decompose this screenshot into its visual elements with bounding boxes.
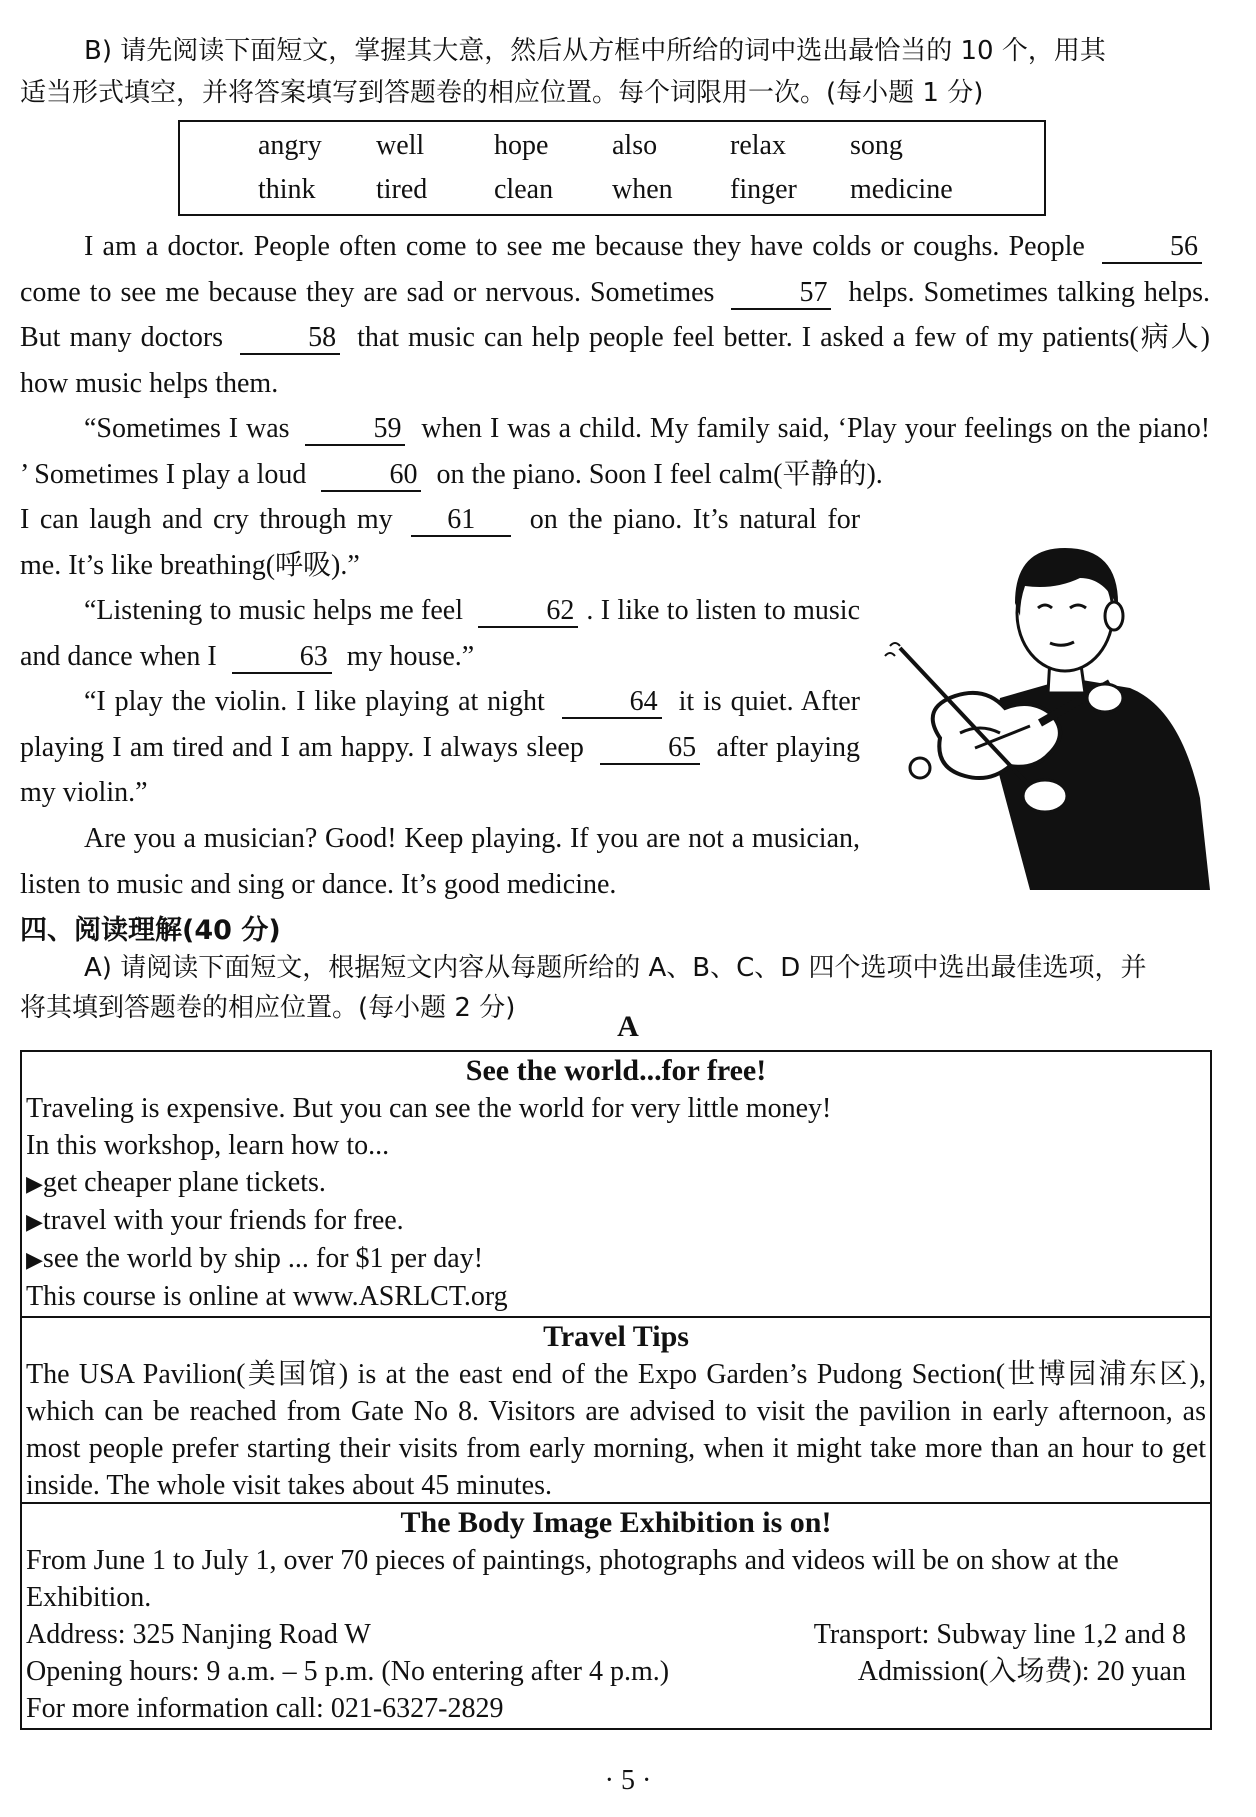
page-number: · 5 · [604,1765,652,1796]
word-7: think [258,174,316,205]
ad-travel-tips [20,1316,1212,1504]
blank-57[interactable]: 57 [731,278,831,310]
ad3-line-1: From June 1 to July 1, over 70 pieces of paintings, photographs and videos will be on show at the Exhibition. [26,1545,1119,1613]
word-1: angry [258,130,322,161]
arrow-icon: ▶ [26,1171,43,1196]
arrow-icon: ▶ [26,1247,43,1272]
section-heading: 四、阅读理解(40 分) [20,915,281,946]
ad1-bullet-2: ▶travel with your friends for free. [26,1205,404,1236]
ad3-transport: Transport: Subway line 1,2 and 8 [813,1619,1186,1650]
ad1-title: See the world...for free! [465,1054,767,1087]
ad-see-the-world [20,1050,1212,1318]
passage-paragraph-1: I am a doctor. People often come to see me because they have colds or coughs. People 56 come to see me because they are sad or nervous. Sometimes 57 helps. Sometimes talking helps. But many doctors 58 that music can help people feel better. I asked a few of my patients(病人) how music helps them. [20,231,1211,399]
ad1-bullet-3: ▶see the world by ship ... for $1 per day! [26,1243,484,1274]
ad1-line-1: Traveling is expensive. But you can see the world for very little money! [26,1093,832,1124]
ad3-hours: Opening hours: 9 a.m. – 5 p.m. (No entering after 4 p.m.) [26,1656,670,1687]
violinist-illustration [880,508,1210,890]
blank-58[interactable]: 58 [240,323,340,355]
ad3-title: The Body Image Exhibition is on! [400,1506,832,1539]
instruction-line-1: B) 请先阅读下面短文，掌握其大意，然后从方框中所给的词中选出最恰当的 10 个，用其 [84,36,1106,66]
section-instruction: A) 请阅读下面短文，根据短文内容从每题所给的 A、B、C、D 四个选项中选出最佳选项，并 将其填到答题卷的相应位置。(每小题 2 分) [20,953,1147,1023]
ad3-admission: Admission(入场费): 20 yuan [857,1656,1186,1687]
passage-paragraph-2: “Sometimes I was 59 when I was a child. My family said, ‘Play your feelings on the piano! ’ Sometimes I play a loud 60 on the piano. Soon I feel calm(平静的). [20,413,1211,490]
word-11: finger [730,174,797,205]
word-6: song [850,130,903,161]
blank-60[interactable]: 60 [321,460,421,492]
passage-paragraph-5: “I play the violin. I like playing at night 64 it is quiet. After playing I am tired and I am happy. I always sleep 65 after playing my violin.” [20,686,861,808]
word-10: when [612,174,673,205]
arrow-icon: ▶ [26,1209,43,1234]
blank-61[interactable]: 61 [411,505,511,537]
partb-instruction [20,30,1210,114]
ad3-address-row [26,1616,1206,1653]
blank-63[interactable]: 63 [232,642,332,674]
blank-56[interactable]: 56 [1102,232,1202,264]
blank-65[interactable]: 65 [600,733,700,765]
word-5: relax [730,130,786,161]
ad3-address: Address: 325 Nanjing Road W [26,1619,371,1650]
ad1-line-2: In this workshop, learn how to... [26,1130,390,1161]
ad2-body: The USA Pavilion(美国馆) is at the east end of the Expo Garden’s Pudong Section(世博园浦东区), which can be reached from Gate No 8. Visitors are advised to visit the pavilion in early afternoon, as most people prefer starting their visits from early morning, when it might take more than an hour to get inside. The whole visit takes about 45 minutes. [26,1359,1206,1501]
word-4: also [612,130,658,161]
ad2-title: Travel Tips [543,1320,689,1353]
word-box [178,120,1046,216]
passage-paragraph-6: Are you a musician? Good! Keep playing. If you are not a musician, listen to music and sing or dance. It’s good medicine. [20,823,860,900]
ad1-bullet-1: ▶get cheaper plane tickets. [26,1167,326,1198]
word-3: hope [494,130,549,161]
blank-62[interactable]: 62 [478,596,578,628]
blank-59[interactable]: 59 [305,414,405,446]
passage-paragraph-3: I can laugh and cry through my 61 on the piano. It’s natural for me. It’s like breathing(呼吸).” [20,504,861,581]
word-12: medicine [850,174,953,205]
word-8: tired [376,174,428,205]
ad3-info: For more information call: 021-6327-2829 [26,1693,504,1724]
instruction-line-2: 适当形式填空，并将答案填写到答题卷的相应位置。每个词限用一次。(每小题 1 分) [20,78,984,108]
word-2: well [376,130,425,161]
ad-body-image-exhibition [20,1502,1212,1730]
ad3-hours-row [26,1653,1206,1690]
word-9: clean [494,174,554,205]
ad1-url-line: This course is online at www.ASRLCT.org [26,1281,508,1312]
passage-letter: A [617,1010,639,1043]
passage-paragraph-4: “Listening to music helps me feel 62 . I like to listen to music and dance when I 63 my house.” [20,595,860,672]
blank-64[interactable]: 64 [562,687,662,719]
